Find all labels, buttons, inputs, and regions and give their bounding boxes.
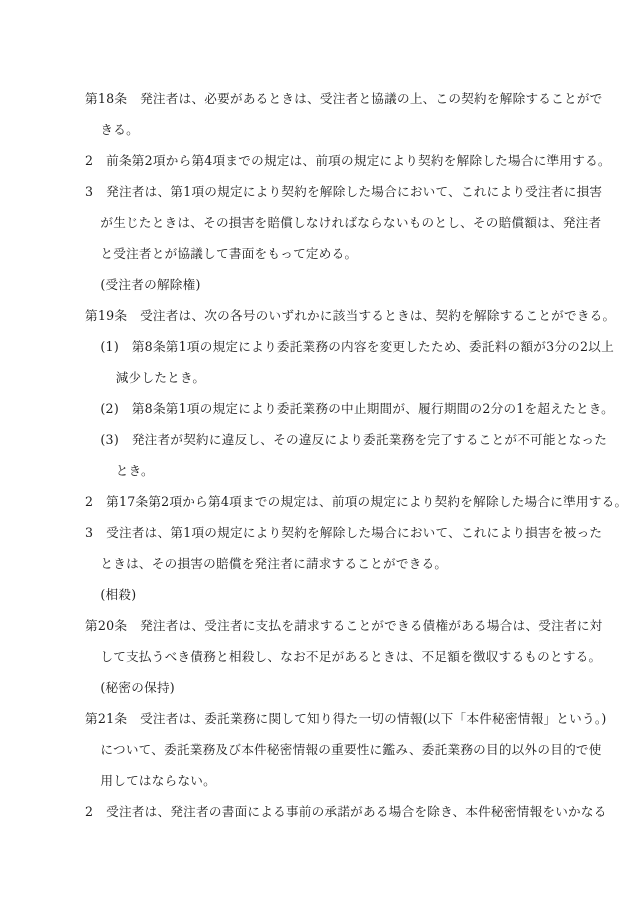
document-line: と受注者とが協議して書面をもって定める。: [100, 246, 358, 261]
document-line: について、委託業務及び本件秘密情報の重要性に鑑み、委託業務の目的以外の目的で使: [100, 742, 602, 757]
document-text-body: [85, 83, 628, 827]
document-line: 3 受注者は、第1項の規定により契約を解除した場合において、これにより損害を被った: [85, 525, 603, 540]
document-line: して支払うべき債務と相殺し、なお不足があるときは、不足額を徴収するものとする。: [100, 649, 602, 664]
document-line: 2 第17条第2項から第4項までの規定は、前項の規定により契約を解除した場合に準用する。: [85, 494, 628, 509]
document-line: (2) 第8条第1項の規定により委託業務の中止期間が、履行期間の2分の1を超えたとき。: [100, 401, 614, 416]
document-line: きる。: [100, 122, 139, 137]
document-line: 第21条 受注者は、委託業務に関して知り得た一切の情報(以下「本件秘密情報」という。): [85, 711, 607, 726]
document-line: (相殺): [100, 587, 137, 602]
document-line: (秘密の保持): [100, 680, 175, 695]
document-line: とき。: [115, 463, 154, 478]
document-line: (受注者の解除権): [100, 277, 201, 292]
document-line: 2 前条第2項から第4項までの規定は、前項の規定により契約を解除した場合に準用する。: [85, 153, 611, 168]
document-line: 第19条 受注者は、次の各号のいずれかに該当するときは、契約を解除することができる。: [85, 308, 616, 323]
document-line: 減少したとき。: [115, 370, 206, 385]
document-line: 3 発注者は、第1項の規定により契約を解除した場合において、これにより受注者に損害: [85, 184, 603, 199]
document-line: 2 受注者は、発注者の書面による事前の承諾がある場合を除き、本件秘密情報をいかなる: [85, 804, 607, 819]
document-line: ときは、その損害の賠償を発注者に請求することができる。: [100, 556, 448, 571]
document-line: (1) 第8条第1項の規定により委託業務の内容を変更したため、委託料の額が3分の2以上: [100, 339, 614, 354]
document-line: が生じたときは、その損害を賠償しなければならないものとし、その賠償額は、発注者: [100, 215, 602, 230]
document-line: 第20条 発注者は、受注者に支払を請求することができる債権がある場合は、受注者に対: [85, 618, 603, 633]
document-line: 用してはならない。: [100, 773, 217, 788]
document-line: 第18条 発注者は、必要があるときは、受注者と協議の上、この契約を解除することがで: [85, 91, 603, 106]
document-line: (3) 発注者が契約に違反し、その違反により委託業務を完了することが不可能となった: [100, 432, 608, 447]
